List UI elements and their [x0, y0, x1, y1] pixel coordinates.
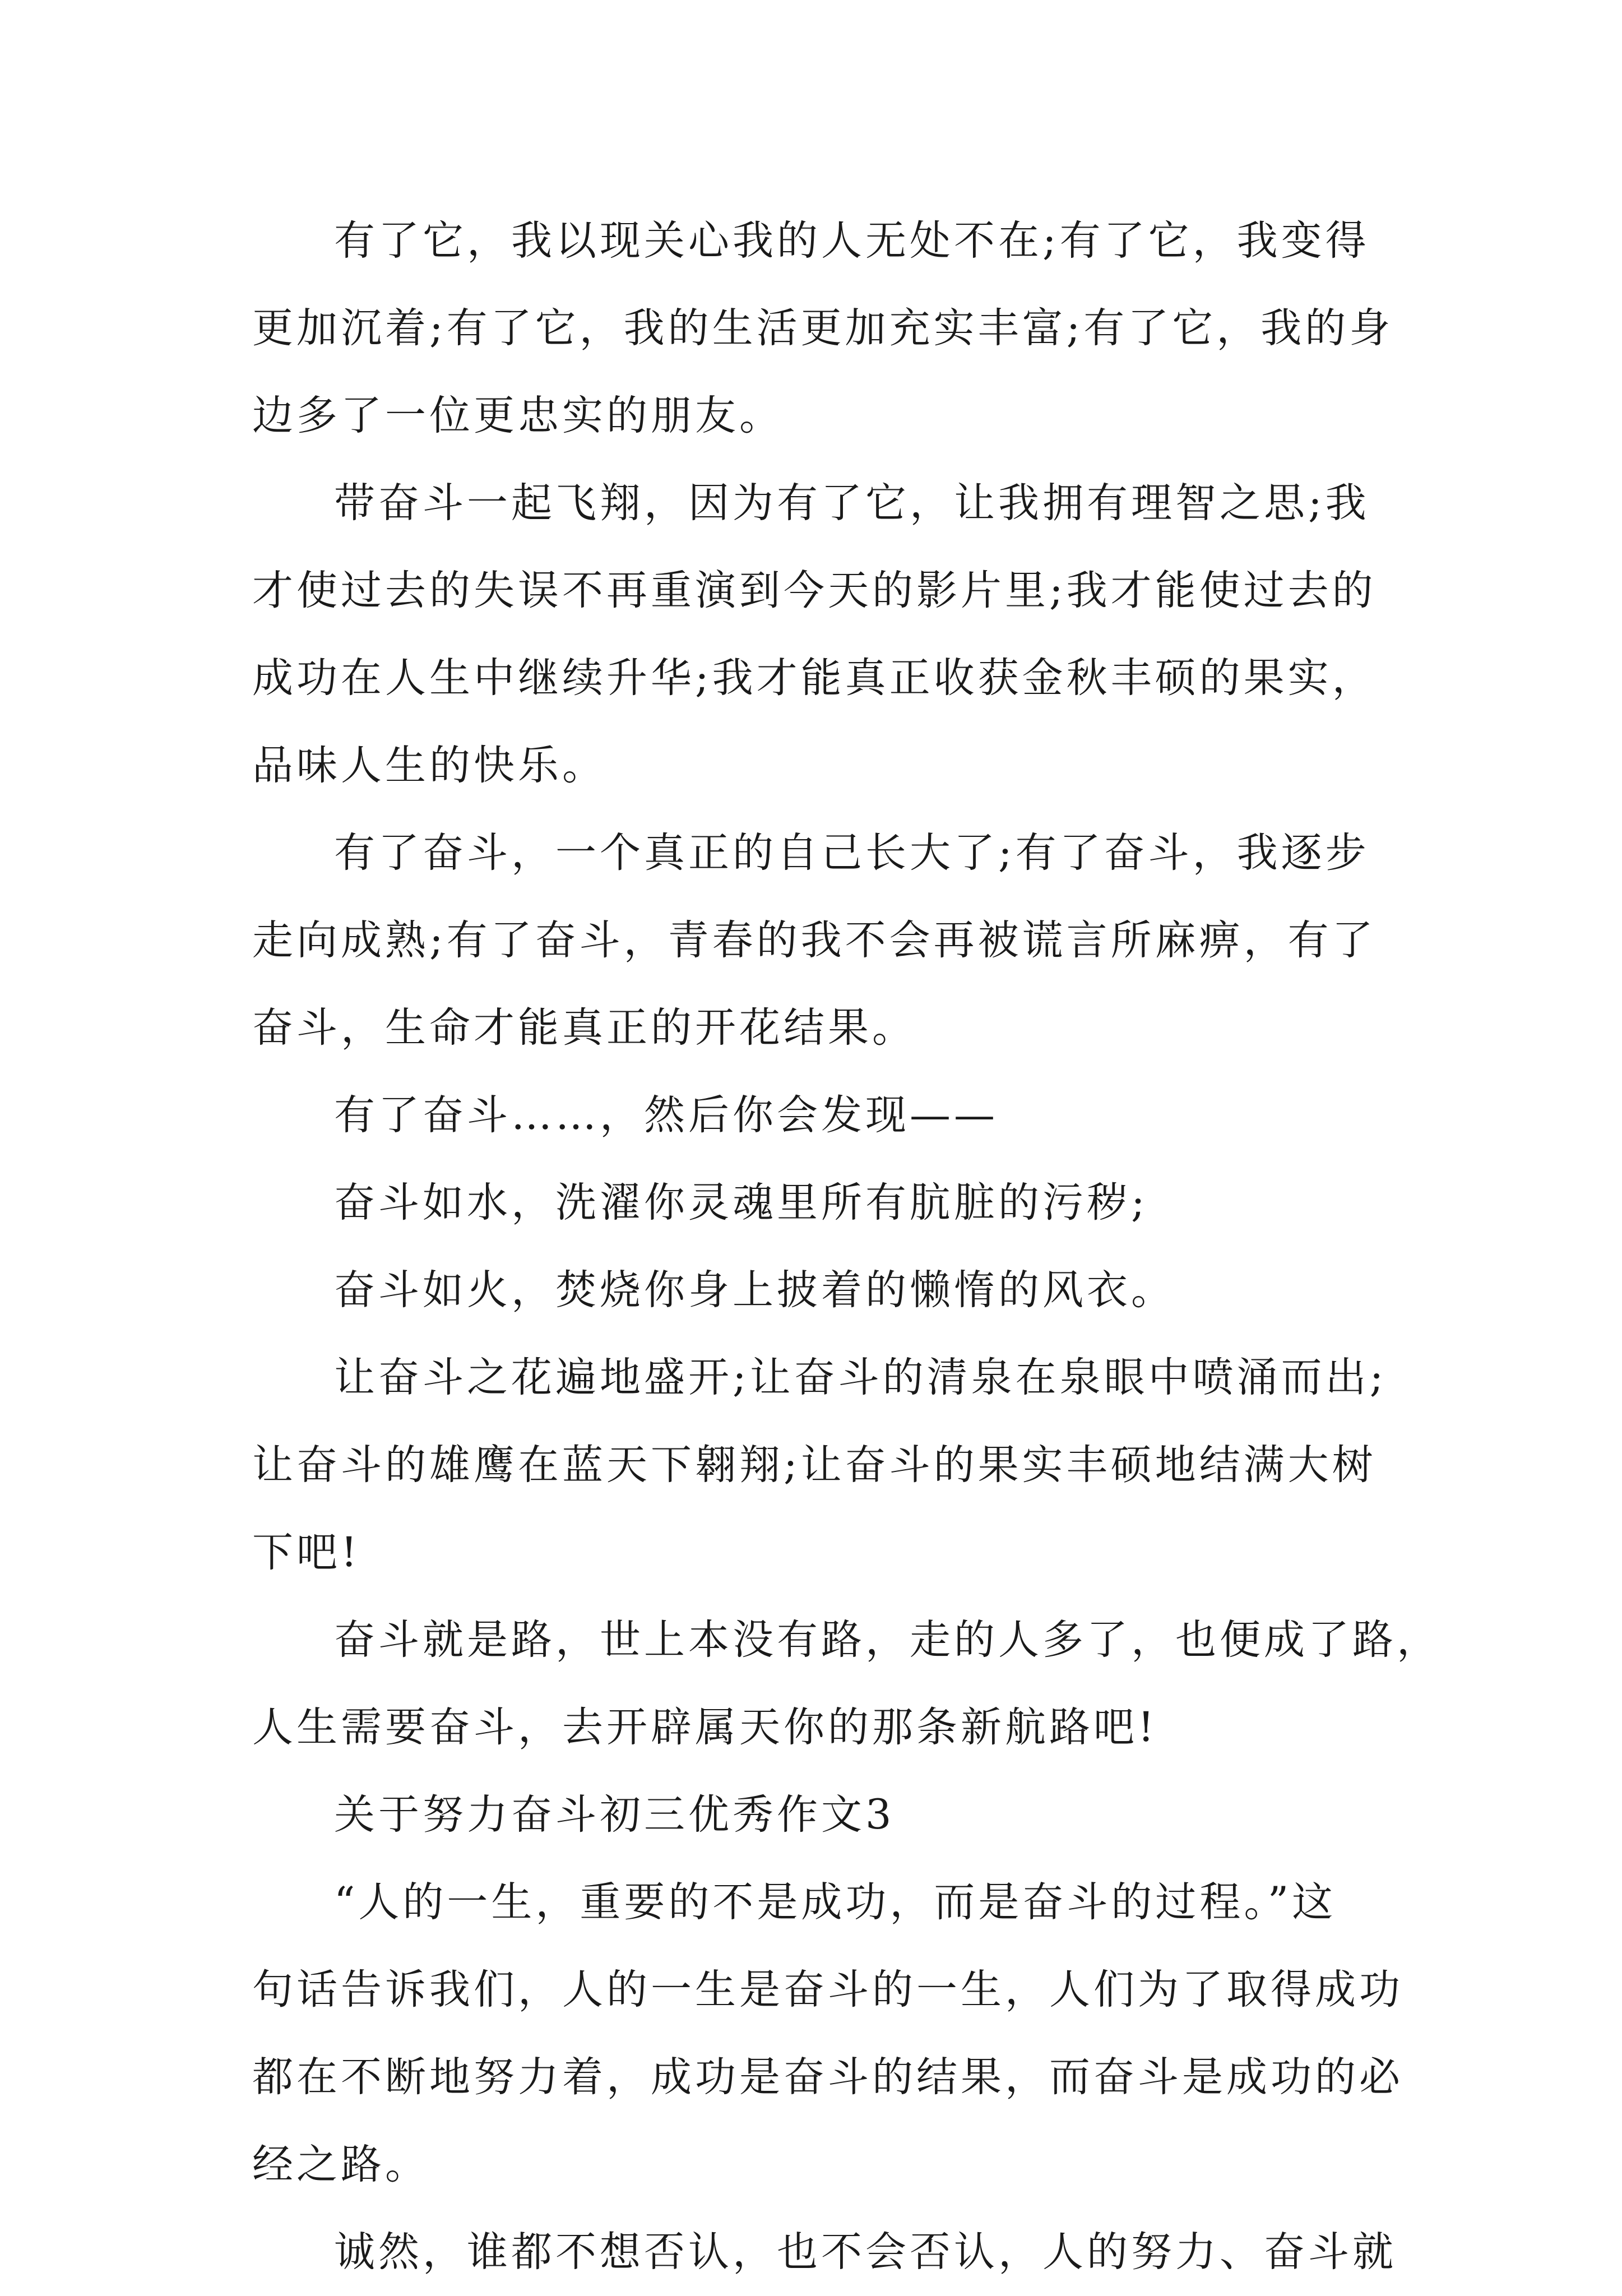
text-line: 品味人生的快乐。	[252, 742, 606, 789]
text-line: 走向成熟;有了奋斗，青春的我不会再被谎言所麻痹，有了	[252, 916, 1377, 964]
text-line: “人的一生，重要的不是成功，而是奋斗的过程。”这	[334, 1878, 1337, 1926]
text-line: 带奋斗一起飞翔，因为有了它，让我拥有理智之思;我	[334, 479, 1370, 527]
text-line: 边多了一位更忠实的朋友。	[252, 392, 784, 439]
section-heading: 关于努力奋斗初三优秀作文3	[334, 1791, 895, 1839]
text-line: 让奋斗的雄鹰在蓝天下翱翔;让奋斗的果实丰硕地结满大树	[252, 1441, 1377, 1489]
text-line: 更加沉着;有了它，我的生活更加充实丰富;有了它，我的身	[252, 304, 1394, 352]
text-line: 有了奋斗，一个真正的自己长大了;有了奋斗，我逐步	[334, 829, 1370, 877]
text-line: 奋斗如水，洗濯你灵魂里所有肮脏的污秽;	[334, 1179, 1148, 1226]
text-line: 奋斗，生命才能真正的开花结果。	[252, 1004, 916, 1052]
text-line: 让奋斗之花遍地盛开;让奋斗的清泉在泉眼中喷涌而出;	[334, 1354, 1387, 1401]
text-line: 才使过去的失误不再重演到今天的影片里;我才能使过去的	[252, 567, 1377, 614]
text-line: 诚然，谁都不想否认，也不会否认，人的努力、奋斗就	[334, 2228, 1397, 2276]
text-line: 句话告诉我们，人的一生是奋斗的一生，人们为了取得成功	[252, 1966, 1403, 2013]
text-line: 下吧!	[252, 1529, 361, 1576]
text-line: 有了它，我以现关心我的人无处不在;有了它，我变得	[334, 217, 1370, 265]
text-line: 奋斗如火，焚烧你身上披着的懒惰的风衣。	[334, 1266, 1175, 1314]
text-line: 都在不断地努力着，成功是奋斗的结果，而奋斗是成功的必	[252, 2053, 1403, 2101]
text-line: 有了奋斗……，然后你会发现——	[334, 1091, 998, 1139]
text-line: 奋斗就是路，世上本没有路，走的人多了，也便成了路，	[334, 1616, 1441, 1664]
text-line: 成功在人生中继续升华;我才能真正收获金秋丰硕的果实，	[252, 654, 1377, 702]
text-line: 人生需要奋斗，去开辟属天你的那条新航路吧!	[252, 1704, 1158, 1751]
essay-text	[252, 197, 1441, 2296]
text-line: 经之路。	[252, 2141, 429, 2188]
